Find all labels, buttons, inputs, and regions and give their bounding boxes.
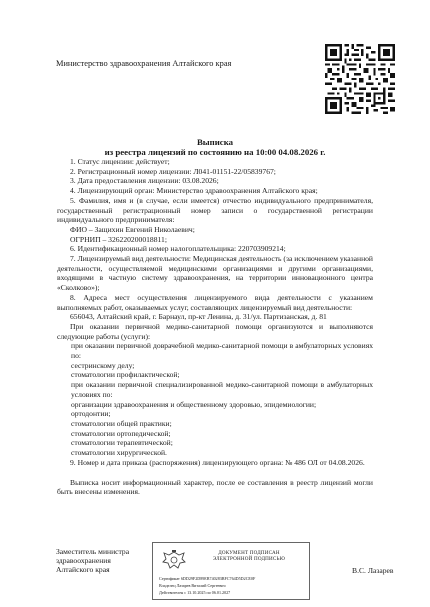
qr-code-icon [325, 44, 395, 114]
coat-of-arms-icon [159, 549, 189, 573]
service-item: стоматологии общей практики; [71, 418, 172, 428]
item-reg-number: 2. Регистрационный номер лицензии: Л041-01151-22/05839767; [70, 166, 276, 176]
signatory-role-line: Алтайского края [56, 565, 110, 575]
item-activity: 7. Лицензируемый вид деятельности: Медицинская деятельность (за исключением указанной деятельности, осуществляемой медицинскими организациями и другими организациями, входящими в частную систему здравоохранения, на территории инновационного центра «Сколково»); [57, 254, 373, 293]
entrepreneur-ogrnip: ОГРНИП – 326220200018811; [70, 234, 167, 244]
item-status: 1. Статус лицензии: действует; [70, 157, 170, 166]
electronic-signature-stamp [152, 542, 310, 600]
service-item: стоматологии ортопедической; [71, 428, 171, 438]
service-item: стоматологии терапевтической; [71, 438, 173, 448]
signatory-role-line: Заместитель министра [56, 547, 130, 556]
item-entrepreneur: 5. Фамилия, имя и (в случае, если имеется) отчество индивидуального предпринимателя, государственный регистрационный номер записи о государственной регистрации индивидуального предпринимателя: [57, 195, 373, 225]
stamp-heading-line: ДОКУМЕНТ ПОДПИСАН [218, 550, 280, 556]
specialized-heading: при оказании первичной специализированной медико-санитарной помощи в амбулаторных условиях по: [71, 380, 373, 399]
pre-medical-heading: при оказании первичной доврачебной медико-санитарной помощи в амбулаторных условиях по: [71, 341, 373, 361]
item-inn: 6. Идентификационный номер налогоплательщика: 220703909214; [70, 244, 286, 254]
stamp-certificate: Сертификат 6DD29F2D89EB740283BFC764D5D2CE0F [159, 576, 256, 581]
item-authority: 4. Лицензирующий орган: Министерство здравоохранения Алтайского края; [70, 186, 318, 196]
stamp-heading [191, 550, 307, 562]
stamp-validity: Действителен с 13.10.2025 по 06.01.2027 [159, 590, 231, 595]
document-subtitle: из реестра лицензий по состоянию на 10:00 04.08.2026 г. [104, 147, 326, 157]
entrepreneur-fio: ФИО – Защихин Евгений Николаевич; [70, 224, 195, 234]
stamp-heading-line: ЭЛЕКТРОННОЙ ПОДПИСЬЮ [212, 556, 286, 562]
item-addresses: 8. Адреса мест осуществления лицензируемого вида деятельности с указанием выполняемых работ, оказываемых услуг, составляющих лицензируемый вид деятельности: [57, 292, 373, 312]
document-body [57, 157, 373, 497]
service-item: организации здравоохранения и общественному здоровью, эпидемиологии; [71, 399, 317, 409]
ministry-name: Министерство здравоохранения Алтайского края [56, 59, 232, 68]
service-item: стоматологии хирургической. [71, 448, 167, 458]
service-item: сестринскому делу; [71, 360, 135, 370]
signatory-role-line: здравоохранения [56, 556, 111, 566]
services-intro: При оказании первичной медико-санитарной помощи организуются и выполняются следующие работы (услуги): [57, 321, 373, 341]
item-order: 9. Номер и дата приказа (распоряжения) лицензирующего органа: № 486 ОЛ от 04.08.2026. [70, 457, 365, 467]
item-date: 3. Дата предоставления лицензии: 03.08.2026; [70, 176, 219, 186]
service-item: стоматологии профилактической; [71, 370, 180, 380]
signatory-name: В.С. Лазарев [352, 566, 394, 575]
service-item: ортодонтии; [71, 409, 111, 419]
document-title: Выписка [196, 137, 234, 147]
address-line: 656043, Алтайский край, г. Барнаул, пр-кт Ленина, д. 31/ул. Партизанская, д. 81 [70, 312, 327, 322]
disclaimer-note: Выписка носит информационный характер, после ее составления в реестр лицензий могли быть внесены изменения. [57, 477, 373, 497]
signatory-role [56, 547, 129, 575]
stamp-owner: Владелец Лазарев Виталий Сергеевич [159, 583, 226, 588]
